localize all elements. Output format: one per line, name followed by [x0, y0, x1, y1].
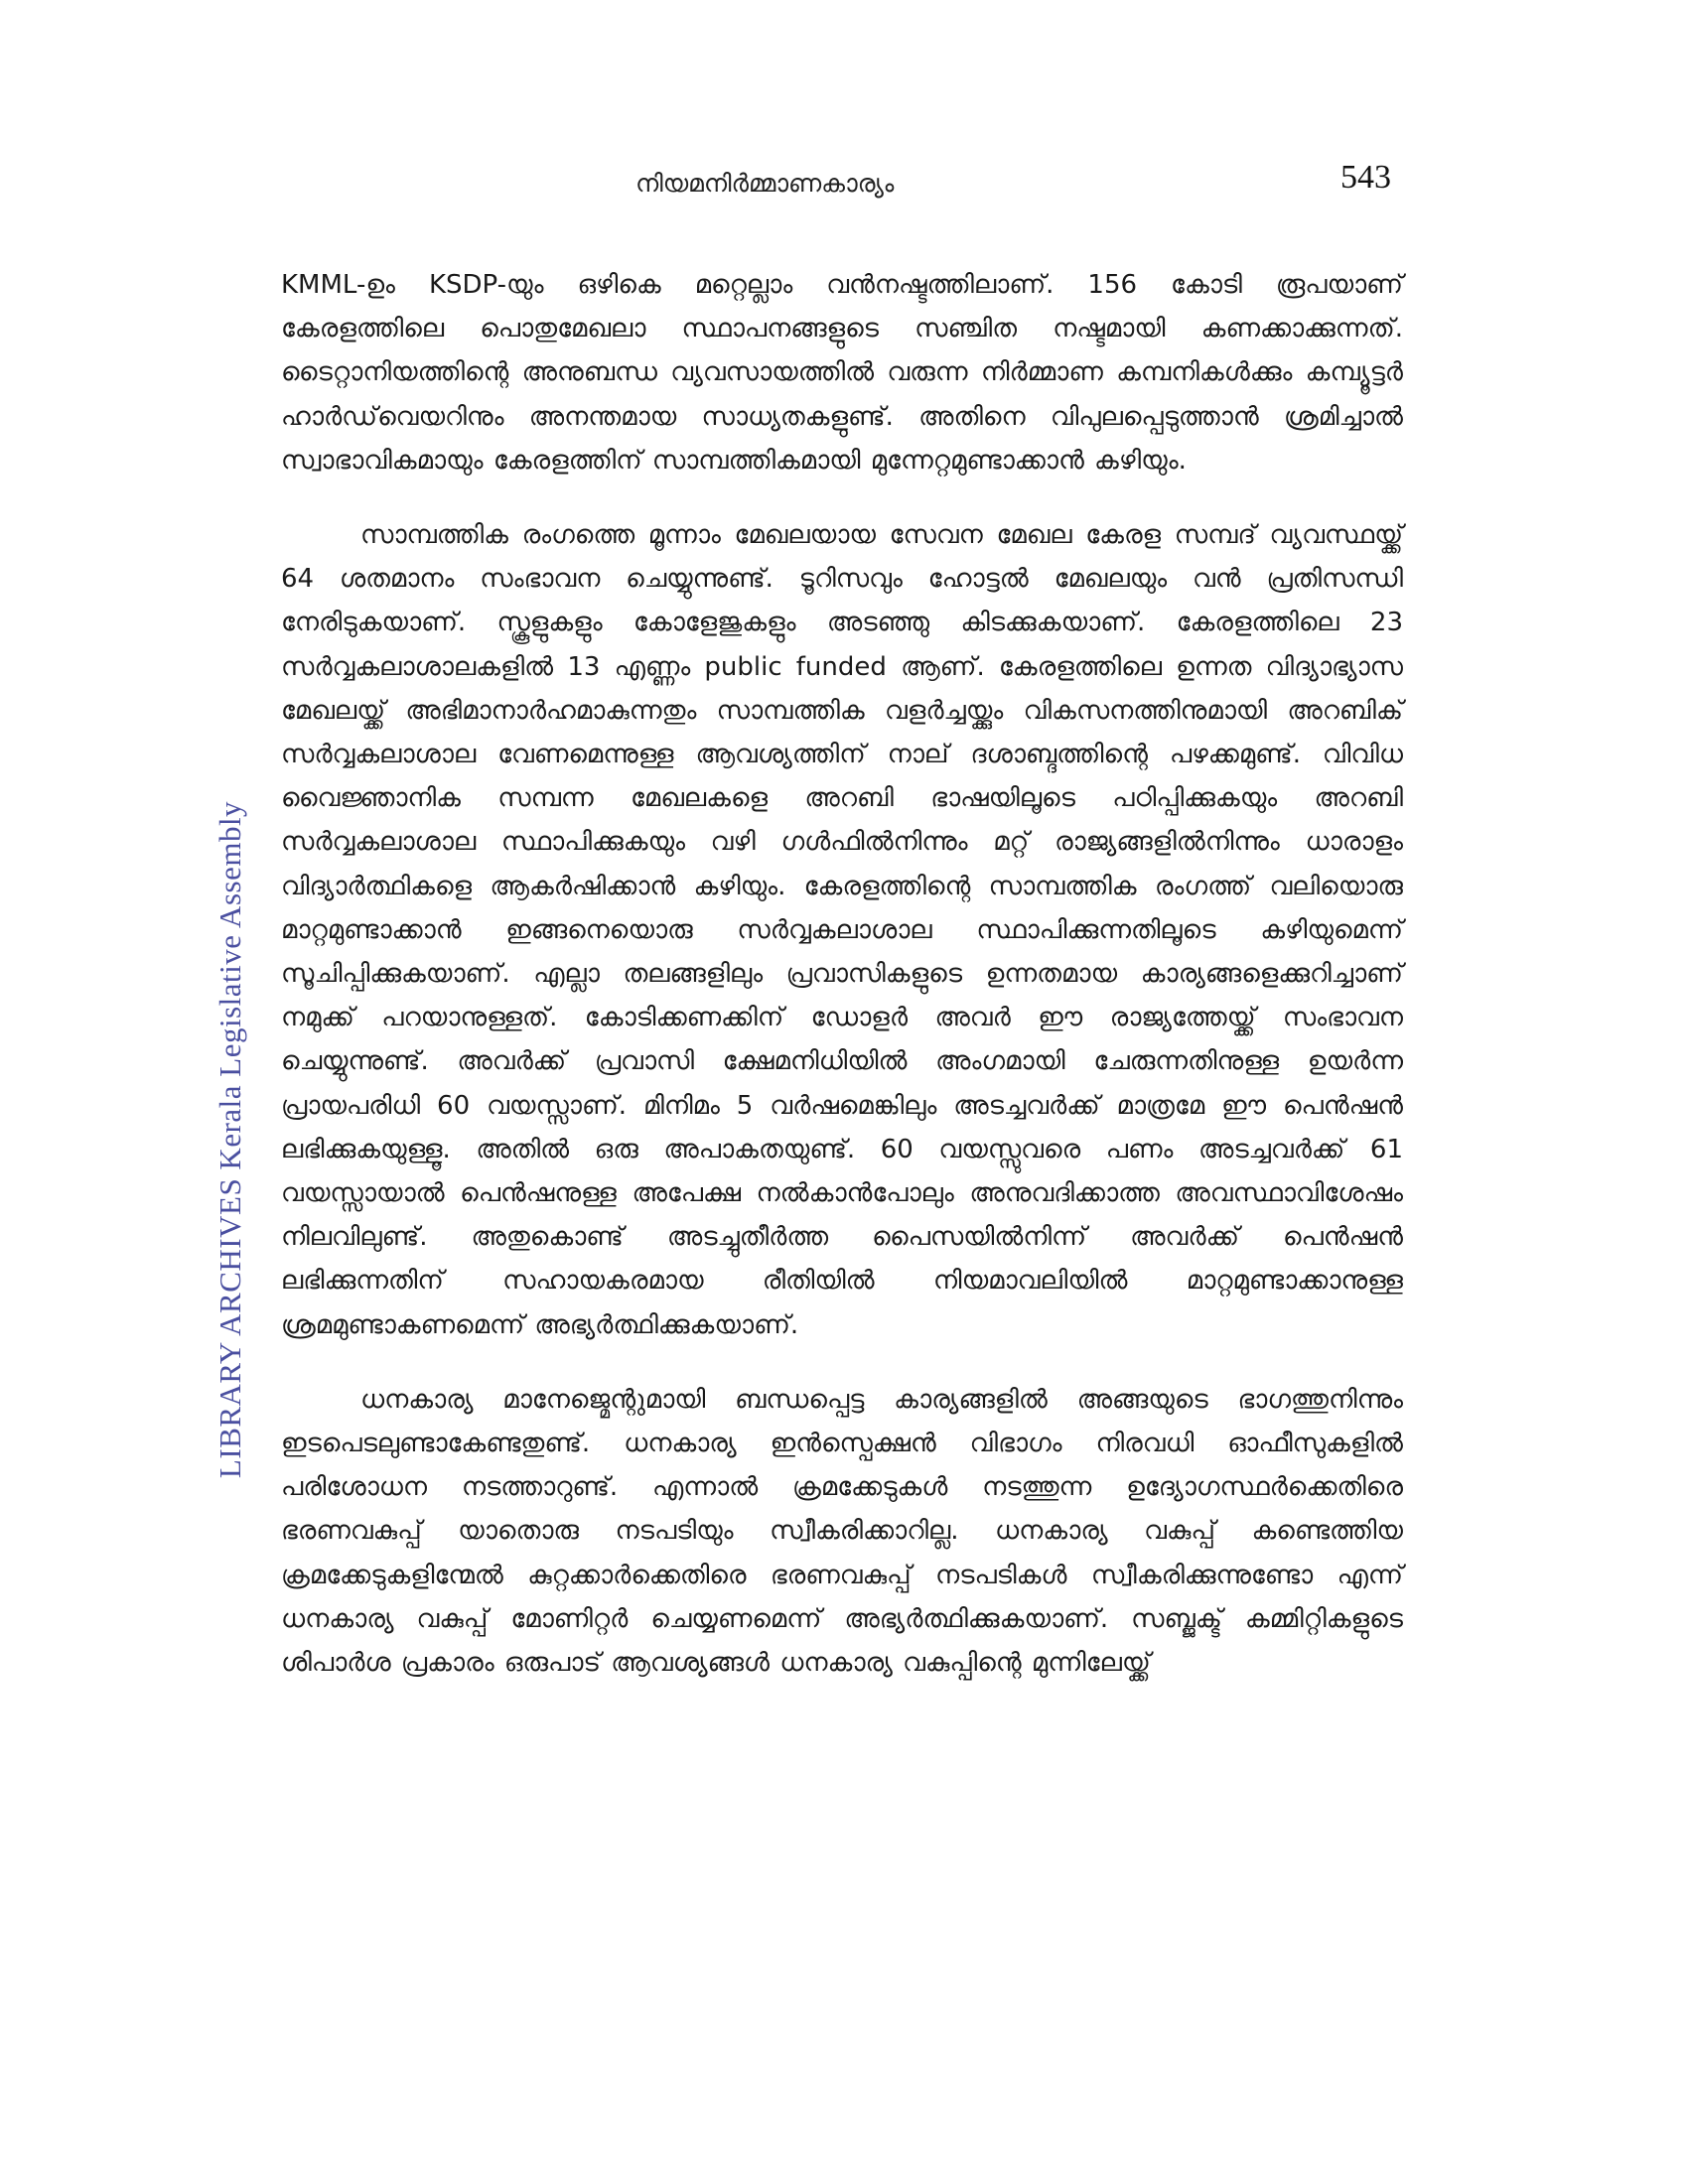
paragraph-2: സാമ്പത്തിക രംഗത്തെ മൂന്നാം മേഖലയായ സേവന മേഖല കേരള സമ്പദ് വ്യവസ്ഥയ്ക്ക് 64 ശതമാനം സംഭാവന ചെയ്യുന്നുണ്ട്. ടൂറിസവും ഹോട്ടൽ മേഖലയും വൻ പ്രതിസന്ധി നേരിടുകയാണ്. സ്കൂളുകളും കോളേജുകളും അടഞ്ഞു കിടക്കുകയാണ്. കേരളത്തിലെ 23 സർവ്വകലാശാലകളിൽ 13 എണ്ണം public funded ആണ്. കേരളത്തിലെ ഉന്നത വിദ്യാഭ്യാസ മേഖലയ്ക്ക് അഭിമാനാർഹമാകുന്നതും സാമ്പത്തിക വളർച്ചയ്ക്കും വികസനത്തിനുമായി അറബിക് സർവ്വകലാശാല വേണമെന്നുള്ള ആവശ്യത്തിന് നാല് ദശാബ്ദത്തിന്റെ പഴക്കമുണ്ട്. വിവിധ വൈജ്ഞാനിക സമ്പന്ന മേഖലകളെ അറബി ഭാഷയിലൂടെ പഠിപ്പിക്കുകയും അറബി സർവ്വകലാശാല സ്ഥാപിക്കുകയും വഴി ഗൾഫിൽനിന്നും മറ്റ് രാജ്യങ്ങളിൽനിന്നും ധാരാളം വിദ്യാർത്ഥികളെ ആകർഷിക്കാൻ കഴിയും. കേരളത്തിന്റെ സാമ്പത്തിക രംഗത്ത് വലിയൊരു മാറ്റമുണ്ടാക്കാൻ ഇങ്ങനെയൊരു സർവ്വകലാശാല സ്ഥാപിക്കുന്നതിലൂടെ കഴിയുമെന്ന് സൂചിപ്പിക്കുകയാണ്. എല്ലാ തലങ്ങളിലും പ്രവാസികളുടെ ഉന്നതമായ കാര്യങ്ങളെക്കുറിച്ചാണ് നമുക്ക് പറയാനുള്ളത്. കോടിക്കണക്കിന് ഡോളർ അവർ ഈ രാജ്യത്തേയ്ക്ക് സംഭാവന ചെയ്യുന്നുണ്ട്. അവർക്ക് പ്രവാസി ക്ഷേമനിധിയിൽ അംഗമായി ചേരുന്നതിനുള്ള ഉയർന്ന പ്രായപരിധി 60 വയസ്സാണ്. മിനിമം 5 വർഷമെങ്കിലും അടച്ചവർക്ക് മാത്രമേ ഈ പെൻഷൻ ലഭിക്കുകയുള്ളൂ. അതിൽ ഒരു അപാകതയുണ്ട്. 60 വയസ്സുവരെ പണം അടച്ചവർക്ക് 61 വയസ്സായാൽ പെൻഷനുള്ള അപേക്ഷ നൽകാൻപോലും അനുവദിക്കാത്ത അവസ്ഥാവിശേഷം നിലവിലുണ്ട്. അതുകൊണ്ട് അടച്ചുതീർത്ത പൈസയിൽനിന്ന് അവർക്ക് പെൻഷൻ ലഭിക്കുന്നതിന് സഹായകരമായ രീതിയിൽ നിയമാവലിയിൽ മാറ്റമുണ്ടാക്കാനുള്ള ശ്രമമുണ്ടാകണമെന്ന് അഭ്യർത്ഥിക്കുകയാണ്. — [281, 520, 1403, 1340]
archive-watermark: LIBRARY ARCHIVES Kerala Legislative Assembly — [212, 800, 247, 1479]
running-title: നിയമനിർമ്മാണകാര്യം — [635, 169, 895, 198]
paragraph-1: KMML-ഉം KSDP-യും ഒഴികെ മറ്റെല്ലാം വൻനഷ്ടത്തിലാണ്. 156 കോടി രൂപയാണ് കേരളത്തിലെ പൊതുമേഖലാ സ്ഥാപനങ്ങളുടെ സഞ്ചിത നഷ്ടമായി കണക്കാക്കുന്നത്. ടൈറ്റാനിയത്തിന്റെ അനുബന്ധ വ്യവസായത്തിൽ വരുന്ന നിർമ്മാണ കമ്പനികൾക്കും കമ്പ്യൂട്ടർ ഹാർഡ്‌വെയറിനും അനന്തമായ സാധ്യതകളുണ്ട്. അതിനെ വിപുലപ്പെടുത്താൻ ശ്രമിച്ചാൽ സ്വാഭാവികമായും കേരളത്തിന് സാമ്പത്തികമായി മുന്നേറ്റമുണ്ടാക്കാൻ കഴിയും. — [281, 270, 1403, 476]
paragraph-3: ധനകാര്യ മാനേജ്മെന്റുമായി ബന്ധപ്പെട്ട കാര്യങ്ങളിൽ അങ്ങയുടെ ഭാഗത്തുനിന്നും ഇടപെടലുണ്ടാകേണ്ടതുണ്ട്. ധനകാര്യ ഇൻസ്പെക്ഷൻ വിഭാഗം നിരവധി ഓഫീസുകളിൽ പരിശോധന നടത്താറുണ്ട്. എന്നാൽ ക്രമക്കേടുകൾ നടത്തുന്ന ഉദ്യോഗസ്ഥർക്കെതിരെ ഭരണവകുപ്പ് യാതൊരു നടപടിയും സ്വീകരിക്കാറില്ല. ധനകാര്യ വകുപ്പ് കണ്ടെത്തിയ ക്രമക്കേടുകളിന്മേൽ കുറ്റക്കാർക്കെതിരെ ഭരണവകുപ്പ് നടപടികൾ സ്വീകരിക്കുന്നുണ്ടോ എന്ന് ധനകാര്യ വകുപ്പ് മോണിറ്റർ ചെയ്യണമെന്ന് അഭ്യർത്ഥിക്കുകയാണ്. സബ്ജക്ട് കമ്മിറ്റികളുടെ ശിപാർശ പ്രകാരം ഒരുപാട് ആവശ്യങ്ങൾ ധനകാര്യ വകുപ്പിന്റെ മുന്നിലേയ്ക്ക് — [281, 1384, 1403, 1679]
page-number: 543 — [1340, 159, 1391, 196]
body-text — [281, 263, 1403, 1715]
